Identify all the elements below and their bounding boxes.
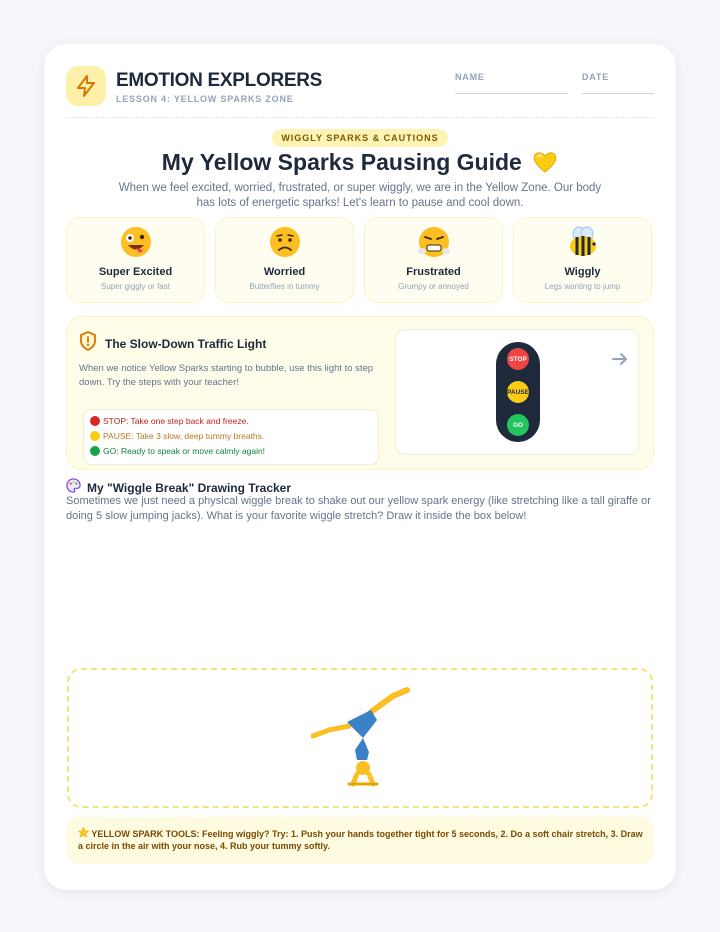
step-pause-label: PAUSE: Take 3 slow, deep tummy breaths. bbox=[103, 431, 265, 441]
green-circle-icon bbox=[90, 446, 100, 456]
date-line[interactable] bbox=[582, 93, 654, 94]
name-label: NAME bbox=[455, 72, 485, 82]
stop-lamp: STOP bbox=[507, 348, 529, 370]
feeling-title: Wiggly bbox=[564, 266, 601, 278]
bee-icon bbox=[514, 226, 651, 258]
worksheet bbox=[44, 44, 676, 890]
step-go bbox=[90, 446, 265, 456]
feeling-subtitle: Super giggly or fast bbox=[101, 282, 170, 291]
feeling-card-wiggly bbox=[513, 217, 652, 303]
feeling-title: Worried bbox=[263, 266, 306, 278]
shield-warning-icon bbox=[79, 331, 97, 356]
step-pause bbox=[90, 431, 264, 441]
traffic-light-title: The Slow-Down Traffic Light bbox=[105, 336, 267, 351]
feeling-subtitle: Grumpy or annoyed bbox=[398, 282, 469, 291]
feeling-card-worried bbox=[215, 217, 354, 303]
steaming-face-icon bbox=[365, 226, 502, 258]
feeling-card-frustrated bbox=[364, 217, 503, 303]
traffic-light-text: When we notice Yellow Sparks starting to bubble, use this light to step down. Try the steps with your teacher! bbox=[79, 363, 374, 388]
date-label: DATE bbox=[582, 72, 610, 82]
traffic-light-info bbox=[79, 331, 379, 456]
name-line[interactable] bbox=[455, 93, 568, 94]
divider bbox=[66, 117, 654, 118]
yellow-heart-icon bbox=[532, 150, 558, 180]
yellow-circle-icon bbox=[90, 431, 100, 441]
drawing-area[interactable] bbox=[67, 668, 653, 808]
page-title bbox=[44, 149, 676, 180]
spark-tools-note bbox=[66, 817, 654, 864]
step-go-label: GO: Ready to speak or move calmly again! bbox=[103, 446, 266, 456]
red-circle-icon bbox=[90, 416, 100, 426]
page-title-text: My Yellow Sparks Pausing Guide bbox=[161, 149, 522, 175]
go-lamp: GO bbox=[507, 414, 529, 436]
lightning-bolt-icon bbox=[66, 66, 106, 106]
arrow-right-icon bbox=[612, 352, 628, 371]
step-stop bbox=[90, 416, 249, 426]
intro-text: When we feel excited, worried, frustrated, or super wiggly, we are in the Yellow Zone. Our body has lots of energetic sparks! Let's learn to pause and cool down. bbox=[118, 182, 602, 209]
star-icon bbox=[78, 829, 91, 839]
zany-face-icon bbox=[67, 226, 204, 258]
date-field[interactable] bbox=[582, 72, 609, 82]
spark-tools-text bbox=[78, 827, 644, 852]
section-pill: WIGGLY SPARKS & CAUTIONS bbox=[272, 129, 448, 147]
header bbox=[66, 66, 654, 114]
feeling-subtitle: Legs wanting to jump bbox=[544, 282, 621, 291]
feeling-title: Frustrated bbox=[406, 266, 461, 278]
cartwheel-figure-icon bbox=[311, 686, 411, 795]
worried-face-icon bbox=[216, 226, 353, 258]
feeling-title: Super Excited bbox=[98, 266, 173, 278]
feeling-card-excited bbox=[66, 217, 205, 303]
pause-lamp: PAUSE bbox=[507, 381, 529, 403]
steps-list bbox=[83, 409, 379, 465]
traffic-light-graphic bbox=[395, 329, 639, 455]
feelings-cards bbox=[66, 217, 654, 303]
traffic-light-section bbox=[66, 316, 654, 470]
wiggle-text: Sometimes we just need a physical wiggle break to shake out our yellow spark energy (like stretching like a tall giraffe or doing 5 slow jumping jacks). What is your favorite wiggle stretch? Draw it inside the box below! bbox=[66, 495, 651, 522]
traffic-light-icon bbox=[496, 342, 540, 442]
feeling-subtitle: Butterflies in tummy bbox=[249, 282, 320, 291]
lesson-subtitle: LESSON 4: YELLOW SPARKS ZONE bbox=[116, 94, 294, 104]
spark-tools-label: YELLOW SPARK TOOLS: Feeling wiggly? Try: 1. Push your hands together tight for 5 seconds, 2. Do a soft chair stretch, 3. Draw a circle in the air with your nose, 4. Rub your tummy softly. bbox=[78, 829, 643, 851]
app-title: EMOTION EXPLORERS bbox=[116, 70, 323, 91]
name-field[interactable] bbox=[455, 72, 485, 82]
wiggle-title: My "Wiggle Break" Drawing Tracker bbox=[87, 481, 292, 495]
step-stop-label: STOP: Take one step back and freeze. bbox=[103, 416, 249, 426]
